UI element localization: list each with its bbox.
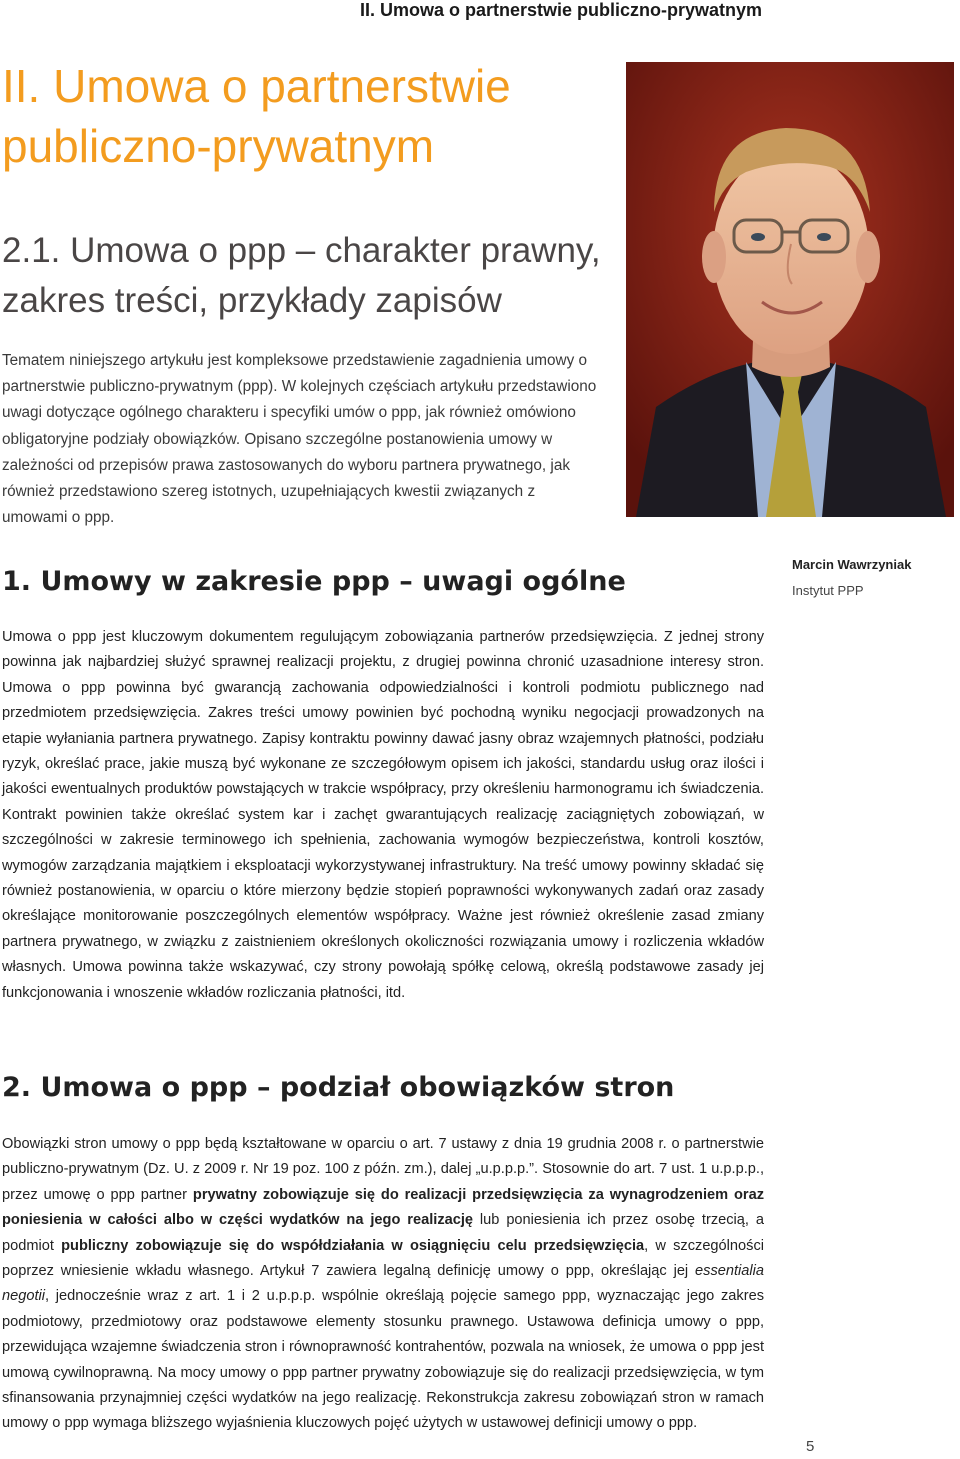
running-header: II. Umowa o partnerstwie publiczno-prywatnym (359, 0, 762, 20)
section-2-heading: 2. Umowa o ppp – podział obowiązków stron (2, 1072, 675, 1103)
section-2-italic-1: essentialia negotii (2, 1263, 764, 1305)
author-organization: Instytut PPP (792, 583, 864, 598)
article-title (2, 226, 622, 326)
section-1-body: Umowa o ppp jest kluczowym dokumentem regulującym zobowiązania partnerów przedsięwzięcia. Z jednej strony powinna jak najbardziej służyć sprawnej realizacji projektu, z drugiej powinna chronić uzasadnione interesy stron. Umowa o ppp powinna być gwarancją zachowania odpowiedzialności i kontroli podmiotu publicznego nad przedmiotem przedsięwzięcia. Zakres treści umowy powinien być pochodną wyniku negocjacji prowadzonych na etapie wyłaniania partnera prywatnego. Zapisy kontraktu powinny dawać jasny obraz wzajemnych płatności, podziału ryzyk, określać prace, jakie muszą być wykonane ze szczegółowym opisem ich jakości, standardu usług oraz ilości i jakości ewentualnych produktów powstających w trakcie współpracy, przy określeniu harmonogramu ich świadczenia. Kontrakt powinien także określać system kar i zachęt gwarantujących realizację zaciągniętych zobowiązań, w szczególności w zakresie terminowego ich spełnienia, zachowania wymogów bezpieczeństwa, kontroli kosztów, wymogów zarządzania majątkiem i eksploatacji wykorzystywanej infrastruktury. Na treść umowy powinny składać się również postanowienia, w oparciu o które mierzony będzie stopień poprawności wykonywanych zadań oraz zasady określające monitorowanie poszczególnych elementów współpracy. Ważne jest również określenie zasad zmiany partnera prywatnego, w związku z zaistnieniem określonych okoliczności rozwiązania umowy i rozliczenia wkładów własnych. Umowa powinna także wskazywać, czy strony powołają spółkę celową, określą podstawowe zasady jej funkcjonowania i wnoszenie wkładów rozliczania płatności, itd. (2, 629, 764, 1001)
section-2-text-3: , w szczególności poprzez wniesienie wkładu własnego. Artykuł 7 zawiera legalną definicję umowy o ppp, określając jej (2, 1237, 764, 1280)
page-title-line-1: II. Umowa o partnerstwie (2, 60, 511, 112)
article-title-line-2: zakres treści, przykłady zapisów (2, 281, 502, 320)
section-2-text-4: , jednocześnie wraz z art. 1 i 2 u.p.p.p. wspólnie określają pojęcie samego ppp, wyznaczając jego zakres podmiotowy, przedmiotowy oraz podstawowe elementy stosunku prawnego. Ustawowa definicja umowy o ppp, przewidująca wzajemne świadczenia stron i równoprawność kontrahentów, pozwala na wniosek, że umowa o ppp jest umową cywilnoprawną. Na mocy umowy o ppp partner prywatny zobowiązuje się do realizacji przedsięwzięcia, w tym sfinansowania przynajmniej części wydatków na jego realizację. Rekonstrukcja zakresu zobowiązań stron w ramach umowy o ppp wymaga bliższego wyjaśnienia kluczowych pojęć użytych w ustawowej definicji umowy o ppp. (2, 1288, 764, 1432)
author-photo (626, 62, 954, 517)
author-portrait-illustration (626, 62, 954, 517)
page-number: 5 (806, 1438, 815, 1455)
section-1-heading: 1. Umowy w zakresie ppp – uwagi ogólne (2, 566, 626, 597)
page-title (2, 56, 602, 176)
section-2-bold-2: publiczny zobowiązuje się do współdziałania w osiągnięciu celu przedsięwzięcia (61, 1237, 645, 1254)
article-title-line-1: 2.1. Umowa o ppp – charakter prawny, (2, 231, 601, 270)
section-2-bold-1: prywatny zobowiązuje się do realizacji przedsięwzięcia za wynagrodzeniem oraz poniesienia w całości albo w części wydatków na jego realizację (2, 1186, 765, 1229)
lead-paragraph: Tematem niniejszego artykułu jest kompleksowe przedstawienie zagadnienia umowy o partnerstwie publiczno-prywatnym (ppp). W kolejnych częściach artykułu przedstawiono uwagi dotyczące ogólnego charakteru i specyfiki umów o ppp, jak również omówiono obligatoryjne podziały obowiązków. Opisano szczególne postanowienia umowy w zależności od przepisów prawa zastosowanych do wyboru partnera prywatnego, jak również przedstawiono szereg istotnych, uzupełniających kwestii związanych z umowami o ppp. (2, 352, 597, 527)
page-title-line-2: publiczno-prywatnym (2, 120, 435, 172)
author-name: Marcin Wawrzyniak (792, 557, 912, 572)
section-2-text-1: Obowiązki stron umowy o ppp będą kształtowane w oparciu o art. 7 ustawy z dnia 19 grudnia 2008 r. o partnerstwie publiczno-prywatnym (Dz. U. z 2009 r. Nr 19 poz. 100 z późn. zm.), dalej „u.p.p.p.”. Stosownie do art. 7 ust. 1 u.p.p.p., przez umowę o ppp partner (2, 1136, 764, 1203)
section-2-body (2, 1132, 764, 1437)
section-2-text-2: lub poniesienia ich przez osobę trzecią, a podmiot (2, 1212, 764, 1254)
